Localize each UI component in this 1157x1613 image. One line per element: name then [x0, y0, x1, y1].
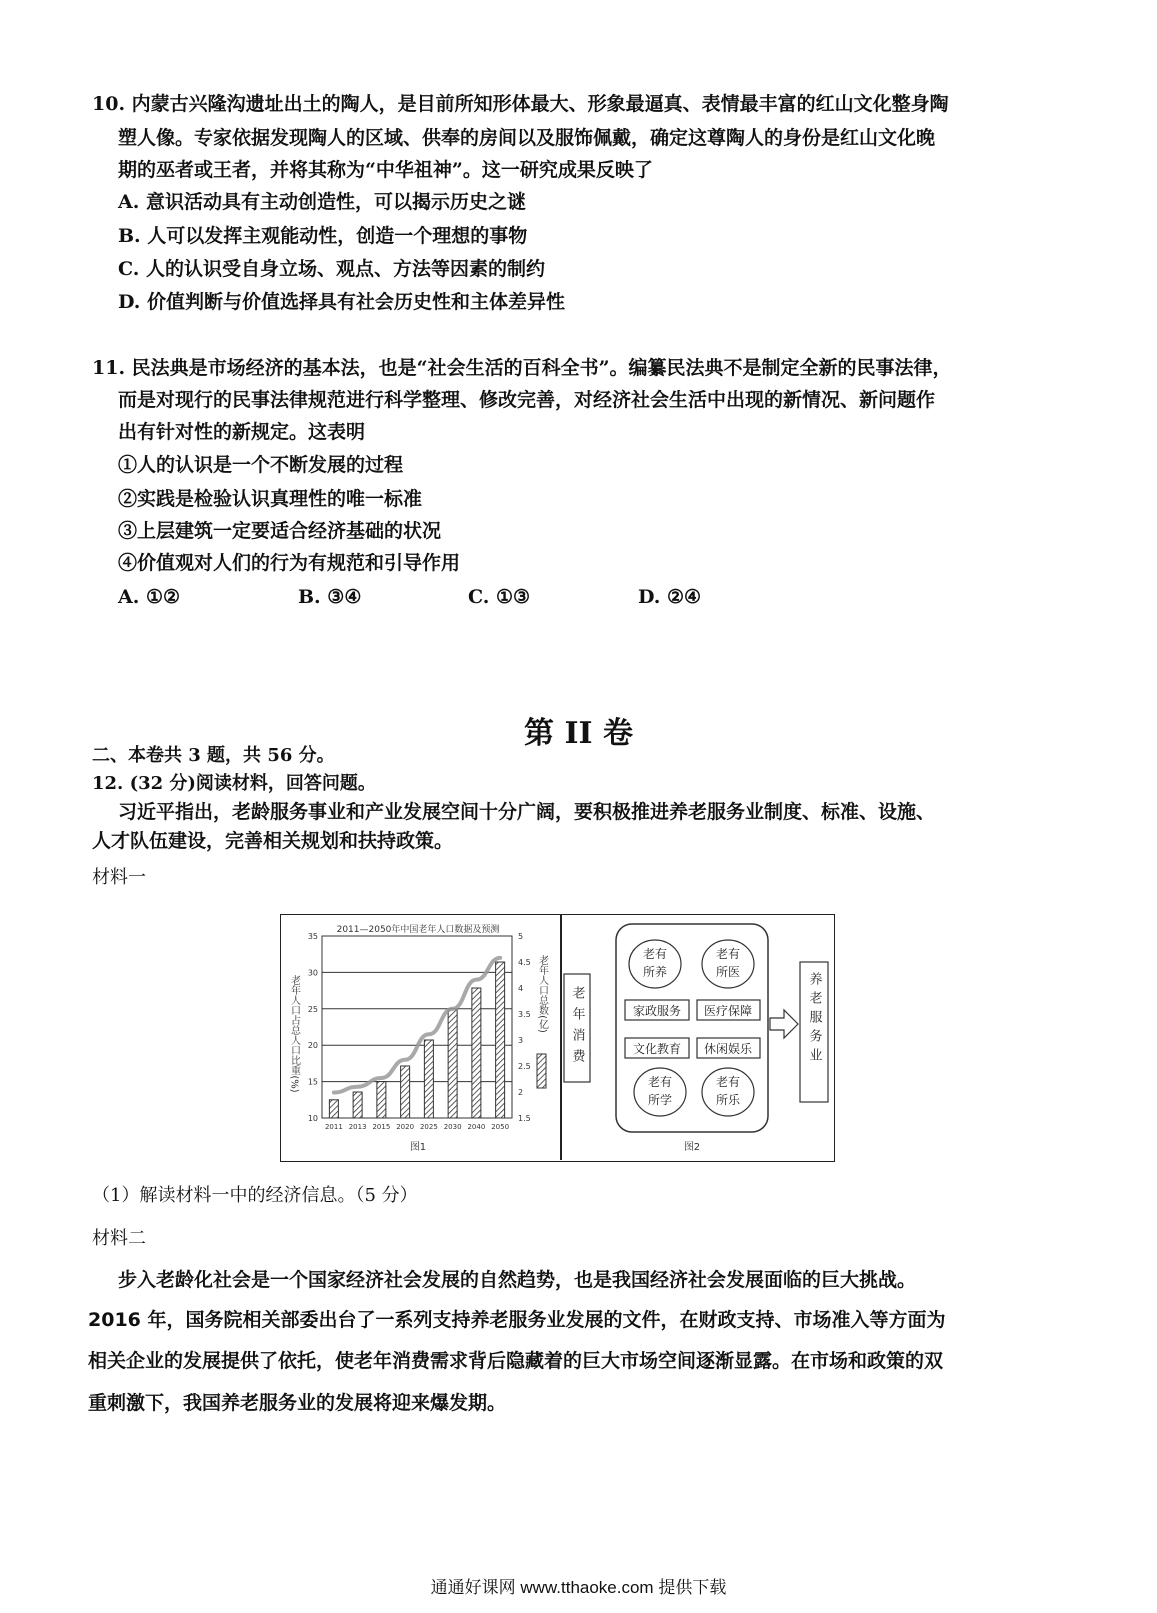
bar-2025	[424, 1040, 433, 1118]
oval-xue-label-bottom: 所学	[647, 1093, 673, 1107]
oval-xue-label-top: 老有	[647, 1075, 673, 1089]
section-title: 第 II 卷	[524, 716, 633, 751]
x-tick-label: 2025	[419, 1123, 438, 1131]
right-tick-label: 5	[518, 932, 524, 941]
q10-line3: 期的巫者或王者，并将其称为“中华祖神”。这一研究成果反映了	[118, 159, 653, 181]
oval-yang-label-bottom: 所养	[642, 965, 668, 979]
q12-text-line1: 习近平指出，老龄服务事业和产业发展空间十分广阔，要积极推进养老服务业制度、标准、设施、	[118, 801, 936, 823]
right-tick-label: 2	[518, 1088, 524, 1097]
left-tick-label: 15	[307, 1077, 318, 1087]
consumption-label: 老年消费	[569, 986, 585, 1070]
box-medical-label: 医疗保障	[703, 1004, 753, 1018]
q10-line2: 塑人像。专家依据发现陶人的区域、供奉的房间以及服饰佩戴，确定这尊陶人的身份是红山文化晚	[118, 127, 936, 149]
material-two-line3: 相关企业的发展提供了依托，使老年消费需求背后隐藏着的巨大市场空间逐渐显露。在市场和政策的双	[88, 1350, 944, 1372]
right-tick-label: 1.5	[518, 1114, 531, 1123]
bar-2020	[401, 1066, 410, 1118]
oval-le-label-bottom: 所乐	[715, 1093, 741, 1107]
left-tick-label: 35	[307, 932, 318, 941]
oval-le-label-top: 老有	[715, 1075, 741, 1089]
left-tick-label: 25	[307, 1004, 318, 1014]
right-tick-label: 3.5	[518, 1010, 531, 1019]
right-tick-label: 4.5	[518, 958, 531, 967]
q11-option-b: B. ③④	[298, 586, 362, 608]
footer-credit: 通通好课网 www.tthaoke.com 提供下载	[430, 1578, 727, 1597]
q10-option-d: D. 价值判断与价值选择具有社会历史性和主体差异性	[118, 291, 566, 313]
left-tick-label: 10	[307, 1114, 318, 1123]
right-tick-label: 3	[518, 1036, 524, 1045]
q11-option-d: D. ②④	[638, 586, 702, 608]
x-tick-label: 2011	[324, 1123, 343, 1131]
q11-statement-2: ②实践是检验认识真理性的唯一标准	[118, 488, 423, 510]
q11-statement-1: ①人的认识是一个不断发展的过程	[118, 454, 404, 476]
arrow-icon	[770, 1010, 798, 1038]
q10-line1: 10. 内蒙古兴隆沟遗址出土的陶人，是目前所知形体最大、形象最逼真、表情最丰富的红山文化整身陶	[92, 93, 949, 115]
material-two-line1: 步入老龄化社会是一个国家经济社会发展的自然趋势，也是我国经济社会发展面临的巨大挑战。	[118, 1269, 917, 1291]
plot-frame	[322, 936, 512, 1118]
left-axis-label: 老年人口占总人口比重(%)	[288, 975, 300, 1093]
right-tick-label: 4	[518, 984, 524, 993]
population-chart	[280, 914, 560, 1160]
bar-2050	[496, 962, 505, 1118]
q11-line2: 而是对现行的民事法律规范进行科学整理、修改完善，对经济社会生活中出现的新情况、新问题作	[118, 389, 936, 411]
right-tick-label: 2.5	[518, 1062, 531, 1071]
bar-2030	[448, 1009, 457, 1118]
chart-title: 2011—2050年中国老年人口数据及预测	[336, 925, 500, 935]
q12-heading: 12. (32 分)阅读材料，回答问题。	[92, 773, 376, 794]
material-one-label: 材料一	[92, 867, 146, 888]
q11-line1: 11. 民法典是市场经济的基本法，也是“社会生活的百科全书”。编纂民法典不是制定全新的民事法律，	[92, 357, 952, 379]
elderly-service-label: 养老服务业	[806, 972, 822, 1067]
elderly-service-diagram	[562, 914, 833, 1160]
oval-yi-label-top: 老有	[715, 947, 741, 961]
bar-2013	[353, 1092, 362, 1118]
box-culture-label: 文化教育	[632, 1042, 682, 1056]
section-intro: 二、本卷共 3 题，共 56 分。	[92, 745, 335, 766]
box-leisure-label: 休闲娱乐	[703, 1042, 753, 1056]
left-tick-label: 30	[307, 968, 318, 978]
q11-line3: 出有针对性的新规定。这表明	[118, 421, 366, 443]
material-two-label: 材料二	[92, 1228, 146, 1249]
x-tick-label: 2020	[396, 1123, 415, 1131]
service-group-box	[616, 924, 768, 1132]
oval-yang-label-top: 老有	[642, 947, 668, 961]
q11-statement-4: ④价值观对人们的行为有规范和引导作用	[118, 552, 461, 574]
material-two-line2: 2016 年，国务院相关部委出台了一系列支持养老服务业发展的文件，在财政支持、市场准入等方面为	[88, 1309, 946, 1331]
box-housekeeping-label: 家政服务	[632, 1004, 682, 1018]
material-two-line4: 重刺激下，我国养老服务业的发展将迎来爆发期。	[88, 1392, 507, 1414]
bar-2011	[329, 1100, 338, 1118]
oval-yi-label-bottom: 所医	[715, 965, 741, 979]
diagram-caption: 图2	[683, 1142, 701, 1153]
x-tick-label: 2013	[348, 1123, 367, 1131]
bar-2040	[472, 988, 481, 1118]
legend-hatch-swatch	[537, 1054, 546, 1088]
x-tick-label: 2050	[491, 1123, 510, 1131]
sub-question-1: （1）解读材料一中的经济信息。（5 分）	[92, 1185, 418, 1206]
q12-text-line2: 人才队伍建设，完善相关规划和扶持政策。	[92, 830, 454, 852]
q11-option-a: A. ①②	[118, 586, 181, 608]
x-tick-label: 2040	[467, 1123, 486, 1131]
left-tick-label: 20	[307, 1041, 318, 1051]
x-tick-label: 2030	[443, 1123, 462, 1131]
q10-option-b: B. 人可以发挥主观能动性，创造一个理想的事物	[118, 225, 528, 247]
q11-option-c: C. ①③	[468, 586, 531, 608]
q10-option-c: C. 人的认识受自身立场、观点、方法等因素的制约	[118, 258, 546, 280]
q10-option-a: A. 意识活动具有主动创造性，可以揭示历史之谜	[118, 191, 526, 213]
chart-caption: 图1	[409, 1142, 427, 1153]
x-tick-label: 2015	[372, 1123, 391, 1131]
q11-statement-3: ③上层建筑一定要适合经济基础的状况	[118, 520, 442, 542]
right-axis-label: 老年人口总数(亿)	[536, 955, 548, 1033]
bar-2015	[377, 1082, 386, 1118]
